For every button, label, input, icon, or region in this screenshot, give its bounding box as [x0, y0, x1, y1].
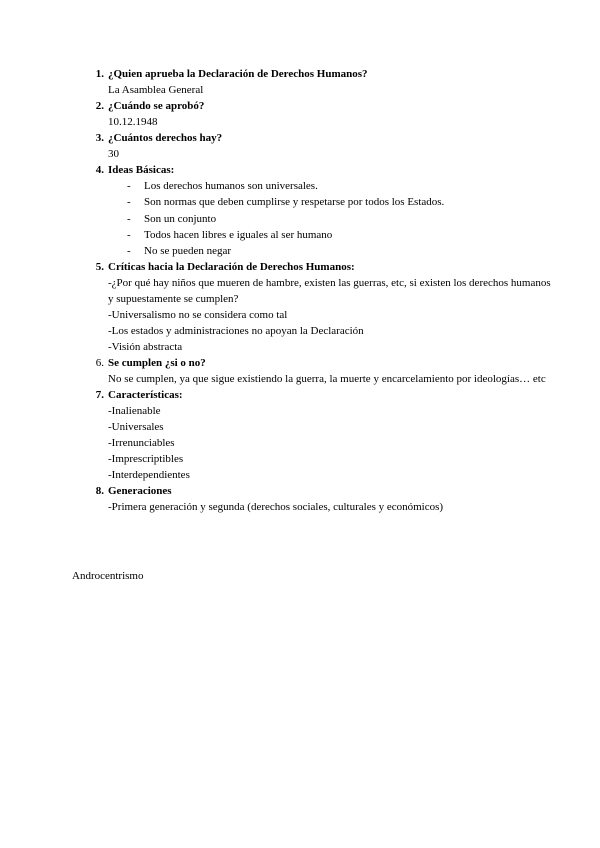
basic-ideas-list: [108, 178, 558, 259]
bullet-item: [127, 243, 558, 259]
bullet-text: No se pueden negar: [144, 245, 232, 258]
dash-bullet: -: [127, 228, 131, 241]
question-heading: Generaciones: [108, 485, 172, 498]
answer-text: -¿Por qué hay niños que mueren de hambre, existen las guerras, etc, si existen los derechos humanos y supuestamente se cumplen?: [108, 277, 551, 306]
answer-text: 10.12.1948: [108, 116, 158, 128]
item-number: 4.: [95, 164, 104, 176]
bullet-text: Son normas que deben cumplirse y respetarse por todos los Estados.: [144, 196, 445, 209]
list-item: [95, 130, 558, 162]
answer-text: -Inalienable: [108, 405, 161, 418]
bullet-item: [127, 178, 558, 194]
bullet-text: Todos hacen libres e iguales al ser humano: [144, 228, 333, 241]
list-item: [95, 355, 558, 387]
answer-text: -Universalismo no se considera como tal: [108, 309, 288, 322]
item-number: 7.: [95, 389, 104, 402]
answer-text: 30: [108, 148, 119, 160]
question-heading: ¿Quien aprueba la Declaración de Derechos Humanos?: [108, 68, 368, 80]
item-number: 8.: [95, 485, 104, 498]
item-number: 2.: [95, 100, 104, 112]
item-number: 1.: [95, 68, 104, 80]
list-item: [95, 387, 558, 483]
dash-bullet: -: [127, 196, 131, 209]
dash-bullet: -: [127, 212, 131, 225]
answer-text: -Primera generación y segunda (derechos sociales, culturales y económicos): [108, 501, 444, 514]
answer-text: -Visión abstracta: [108, 341, 183, 354]
bullet-item: [127, 227, 558, 243]
list-item: [95, 162, 558, 259]
bullet-text: Los derechos humanos son universales.: [144, 180, 318, 192]
item-number: 6.: [95, 357, 104, 370]
bullet-item: [127, 194, 558, 210]
answer-text: -Universales: [108, 421, 164, 434]
footer-paragraph: Androcentrismo: [72, 570, 144, 582]
question-list: [95, 66, 558, 515]
question-heading: ¿Cuándo se aprobó?: [108, 100, 205, 112]
answer-text: -Los estados y administraciones no apoyan la Declaración: [108, 325, 364, 338]
list-item: [95, 259, 558, 355]
dash-bullet: -: [127, 180, 131, 192]
question-heading: Características:: [108, 389, 183, 402]
bullet-text: Son un conjunto: [144, 212, 217, 225]
question-heading: Ideas Básicas:: [108, 164, 175, 176]
list-item: [95, 483, 558, 515]
answer-text: No se cumplen, ya que sigue existiendo la guerra, la muerte y encarcelamiento por ideologías… etc: [108, 373, 546, 386]
question-heading: Se cumplen ¿si o no?: [108, 357, 206, 370]
question-heading: ¿Cuántos derechos hay?: [108, 132, 223, 144]
answer-text: -Interdependientes: [108, 469, 190, 482]
item-number: 3.: [95, 132, 104, 144]
dash-bullet: -: [127, 245, 131, 258]
list-item: [95, 66, 558, 98]
answer-text: La Asamblea General: [108, 84, 204, 96]
bullet-item: [127, 211, 558, 227]
answer-text: -Imprescriptibles: [108, 453, 184, 466]
question-heading: Críticas hacia la Declaración de Derechos Humanos:: [108, 261, 355, 274]
list-item: [95, 98, 558, 130]
answer-text: -Irrenunciables: [108, 437, 175, 450]
item-number: 5.: [95, 261, 104, 274]
